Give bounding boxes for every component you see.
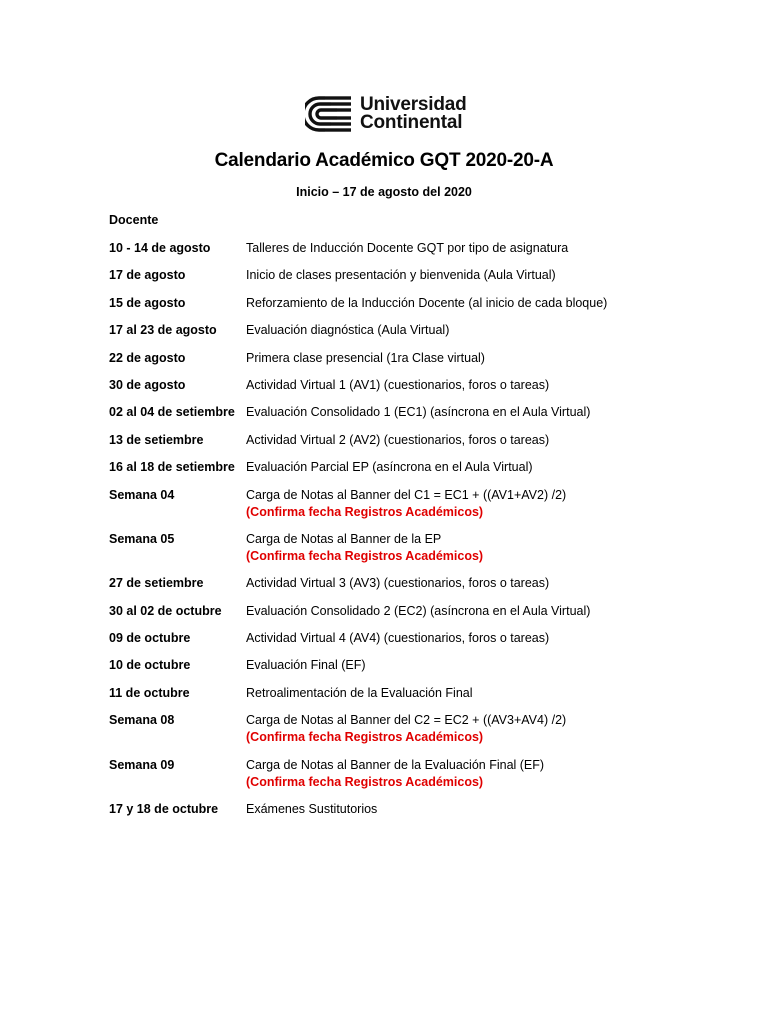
schedule-activity-cell bbox=[246, 657, 669, 674]
schedule-date: Semana 09 bbox=[109, 757, 175, 772]
schedule-row bbox=[109, 531, 669, 565]
schedule-row bbox=[109, 377, 669, 394]
schedule-row bbox=[109, 350, 669, 367]
schedule-note: (Confirma fecha Registros Académicos) bbox=[246, 730, 484, 745]
continental-logo-icon bbox=[305, 96, 351, 132]
logo-wordmark bbox=[360, 96, 467, 132]
schedule-note: (Confirma fecha Registros Académicos) bbox=[246, 774, 484, 789]
schedule-activity: Evaluación diagnóstica (Aula Virtual) bbox=[246, 323, 450, 338]
schedule-row bbox=[109, 404, 669, 421]
schedule-activity-cell bbox=[246, 432, 669, 449]
schedule-activity-cell bbox=[246, 487, 669, 521]
schedule-activity-cell bbox=[246, 404, 669, 421]
schedule-date: 22 de agosto bbox=[109, 350, 186, 365]
schedule-list bbox=[109, 240, 669, 828]
schedule-row bbox=[109, 432, 669, 449]
start-date-subtitle: Inicio – 17 de agosto del 2020 bbox=[296, 185, 472, 199]
schedule-activity: Carga de Notas al Banner del C1 = EC1 + ((AV1+AV2) /2) bbox=[246, 487, 567, 502]
schedule-row bbox=[109, 712, 669, 746]
logo-line-1: Universidad bbox=[360, 94, 467, 115]
schedule-date: 10 de octubre bbox=[109, 658, 191, 673]
page-title: Calendario Académico GQT 2020-20-A bbox=[214, 150, 554, 171]
schedule-date: 30 de agosto bbox=[109, 377, 186, 392]
schedule-activity: Actividad Virtual 4 (AV4) (cuestionarios, foros o tareas) bbox=[246, 631, 550, 646]
university-logo bbox=[305, 96, 467, 132]
schedule-row bbox=[109, 267, 669, 284]
schedule-date: 11 de octubre bbox=[109, 685, 190, 700]
schedule-activity: Actividad Virtual 2 (AV2) (cuestionarios, foros o tareas) bbox=[246, 432, 550, 447]
schedule-date: Semana 04 bbox=[109, 487, 175, 502]
schedule-date: 17 al 23 de agosto bbox=[109, 323, 217, 338]
schedule-activity: Carga de Notas al Banner de la EP bbox=[246, 531, 442, 546]
schedule-activity-cell bbox=[246, 575, 669, 592]
schedule-date: 17 y 18 de octubre bbox=[109, 802, 219, 817]
schedule-row bbox=[109, 630, 669, 647]
section-label-docente: Docente bbox=[109, 213, 159, 227]
schedule-activity: Inicio de clases presentación y bienvenida (Aula Virtual) bbox=[246, 268, 556, 283]
schedule-date: Semana 08 bbox=[109, 713, 175, 728]
schedule-date: 16 al 18 de setiembre bbox=[109, 460, 235, 475]
schedule-activity-cell bbox=[246, 240, 669, 257]
schedule-activity-cell bbox=[246, 459, 669, 476]
schedule-activity-cell bbox=[246, 531, 669, 565]
schedule-date: 09 de octubre bbox=[109, 631, 191, 646]
schedule-activity: Carga de Notas al Banner de la Evaluación Final (EF) bbox=[246, 757, 545, 772]
schedule-row bbox=[109, 575, 669, 592]
schedule-activity-cell bbox=[246, 377, 669, 394]
schedule-date: 10 - 14 de agosto bbox=[109, 241, 211, 255]
schedule-activity: Evaluación Final (EF) bbox=[246, 658, 366, 673]
schedule-activity: Evaluación Consolidado 2 (EC2) (asíncrona en el Aula Virtual) bbox=[246, 603, 591, 618]
schedule-date: 13 de setiembre bbox=[109, 432, 204, 447]
schedule-activity-cell bbox=[246, 757, 669, 791]
schedule-activity-cell bbox=[246, 801, 669, 818]
schedule-row bbox=[109, 657, 669, 674]
schedule-row bbox=[109, 757, 669, 791]
schedule-row bbox=[109, 459, 669, 476]
schedule-activity: Actividad Virtual 3 (AV3) (cuestionarios, foros o tareas) bbox=[246, 576, 550, 591]
schedule-note: (Confirma fecha Registros Académicos) bbox=[246, 548, 484, 563]
schedule-activity-cell bbox=[246, 267, 669, 284]
schedule-date: 17 de agosto bbox=[109, 268, 186, 283]
schedule-activity: Carga de Notas al Banner del C2 = EC2 + ((AV3+AV4) /2) bbox=[246, 713, 567, 728]
schedule-activity-cell bbox=[246, 685, 669, 702]
schedule-activity: Evaluación Consolidado 1 (EC1) (asíncrona en el Aula Virtual) bbox=[246, 405, 591, 420]
schedule-row bbox=[109, 603, 669, 620]
schedule-date: 30 al 02 de octubre bbox=[109, 603, 222, 618]
schedule-row bbox=[109, 685, 669, 702]
schedule-activity: Primera clase presencial (1ra Clase virtual) bbox=[246, 350, 485, 365]
schedule-activity-cell bbox=[246, 630, 669, 647]
schedule-activity: Actividad Virtual 1 (AV1) (cuestionarios, foros o tareas) bbox=[246, 377, 550, 392]
schedule-row bbox=[109, 487, 669, 521]
schedule-activity: Retroalimentación de la Evaluación Final bbox=[246, 685, 473, 700]
schedule-activity: Exámenes Sustitutorios bbox=[246, 802, 378, 817]
schedule-row bbox=[109, 322, 669, 339]
schedule-date: 15 de agosto bbox=[109, 295, 186, 310]
schedule-row bbox=[109, 801, 669, 818]
schedule-activity-cell bbox=[246, 712, 669, 746]
schedule-activity: Evaluación Parcial EP (asíncrona en el Aula Virtual) bbox=[246, 460, 533, 475]
schedule-row bbox=[109, 295, 669, 312]
schedule-activity: Reforzamiento de la Inducción Docente (al inicio de cada bloque) bbox=[246, 295, 608, 310]
schedule-note: (Confirma fecha Registros Académicos) bbox=[246, 504, 484, 519]
schedule-activity-cell bbox=[246, 603, 669, 620]
schedule-activity-cell bbox=[246, 322, 669, 339]
logo-line-2: Continental bbox=[360, 112, 463, 133]
schedule-activity-cell bbox=[246, 350, 669, 367]
schedule-date: Semana 05 bbox=[109, 531, 175, 546]
schedule-date: 27 de setiembre bbox=[109, 576, 204, 591]
schedule-activity: Talleres de Inducción Docente GQT por tipo de asignatura bbox=[246, 241, 569, 255]
schedule-date: 02 al 04 de setiembre bbox=[109, 405, 235, 420]
schedule-activity-cell bbox=[246, 295, 669, 312]
schedule-row bbox=[109, 240, 669, 257]
